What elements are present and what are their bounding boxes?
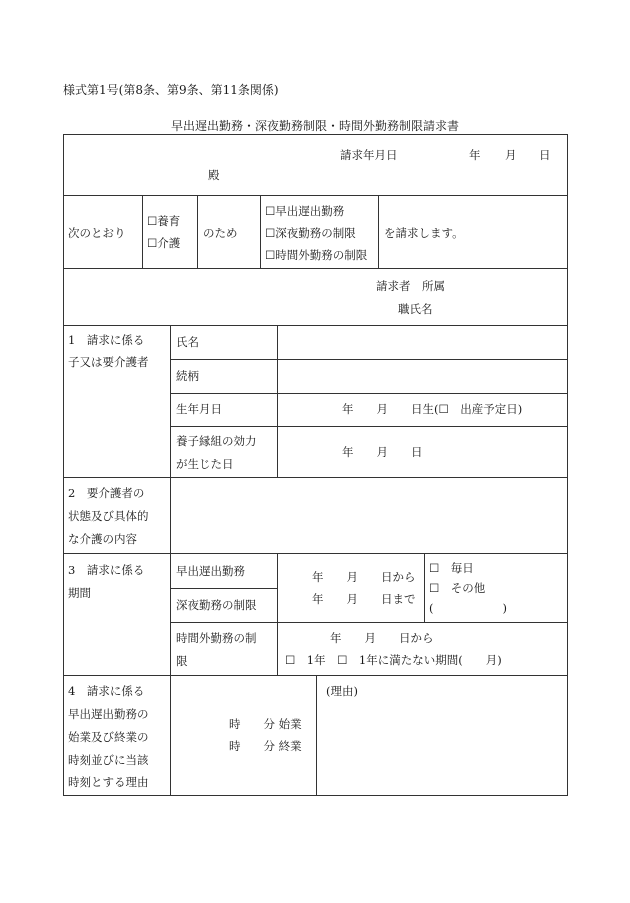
overtime-from-value[interactable]: 年 月 日から xyxy=(330,631,434,645)
request-type-overtime[interactable]: ☐時間外勤務の制限 xyxy=(265,248,368,262)
request-type-early-late[interactable]: ☐早出遅出勤務 xyxy=(265,204,345,218)
section2-label-line1: 2 要介護者の xyxy=(68,486,145,500)
request-type-night[interactable]: ☐深夜勤務の制限 xyxy=(265,226,356,240)
reason-label: (理由) xyxy=(326,684,358,698)
overtime-period-options[interactable]: ☐ 1年 ☐ 1年に満たない期間( 月) xyxy=(285,653,502,667)
request-year-label: 年 xyxy=(469,148,481,162)
overtime-label-line2: 限 xyxy=(176,654,188,668)
period-from-value[interactable]: 年 月 日から xyxy=(312,570,416,584)
section4-label-line4: 時刻並びに当該 xyxy=(68,753,149,767)
option-every-day[interactable]: ☐ 毎日 xyxy=(429,561,474,575)
end-time-value[interactable]: 時 分 終業 xyxy=(229,739,302,753)
request-lead-text: 次のとおり xyxy=(68,226,126,240)
period-to-value[interactable]: 年 月 日まで xyxy=(312,592,416,606)
adoption-label-line2: が生じた日 xyxy=(176,457,234,471)
relation-label: 続柄 xyxy=(176,369,199,383)
option-other-detail[interactable]: ( ) xyxy=(429,601,507,615)
section1-label-line1: 1 請求に係る xyxy=(68,333,145,347)
requester-label: 請求者 xyxy=(376,279,411,293)
adoption-label-line1: 養子縁組の効力 xyxy=(176,434,257,448)
night-limit-label: 深夜勤務の制限 xyxy=(176,598,257,612)
section2-label-line3: な介護の内容 xyxy=(68,532,137,546)
section3-label-line2: 期間 xyxy=(68,586,91,600)
reason-option-childcare[interactable]: ☐養育 xyxy=(147,214,181,228)
name-label: 氏名 xyxy=(176,335,199,349)
birth-date-value[interactable]: 年 月 日生(☐ 出産予定日) xyxy=(342,402,523,416)
reason-option-nursing[interactable]: ☐介護 xyxy=(147,236,181,250)
for-text: のため xyxy=(203,226,238,240)
section4-label-line2: 早出遅出勤務の xyxy=(68,707,149,721)
section3-label-line1: 3 請求に係る xyxy=(68,563,145,577)
section4-label-line1: 4 請求に係る xyxy=(68,684,145,698)
request-month-label: 月 xyxy=(505,148,517,162)
overtime-label-line1: 時間外勤務の制 xyxy=(176,631,257,645)
section1-label-line2: 子又は要介護者 xyxy=(68,355,149,369)
request-tail-text: を請求します。 xyxy=(384,226,464,240)
requester-dept-label: 所属 xyxy=(422,279,445,293)
request-day-label: 日 xyxy=(539,148,551,162)
adoption-date-value[interactable]: 年 月 日 xyxy=(342,445,423,459)
requester-name-label: 職氏名 xyxy=(398,302,433,316)
birth-date-label: 生年月日 xyxy=(176,402,222,416)
form-title: 早出遅出勤務・深夜勤務制限・時間外勤務制限請求書 xyxy=(170,119,459,133)
section2-label-line2: 状態及び具体的 xyxy=(68,509,149,523)
start-time-value[interactable]: 時 分 始業 xyxy=(229,717,302,731)
addressee-label: 殿 xyxy=(208,168,220,182)
early-late-label: 早出遅出勤務 xyxy=(176,564,245,578)
request-date-label: 請求年月日 xyxy=(340,148,398,162)
option-other[interactable]: ☐ その他 xyxy=(429,581,486,595)
section4-label-line5: 時刻とする理由 xyxy=(68,775,149,789)
form-number: 様式第1号(第8条、第9条、第11条関係) xyxy=(63,83,279,97)
section4-label-line3: 始業及び終業の xyxy=(68,730,149,744)
